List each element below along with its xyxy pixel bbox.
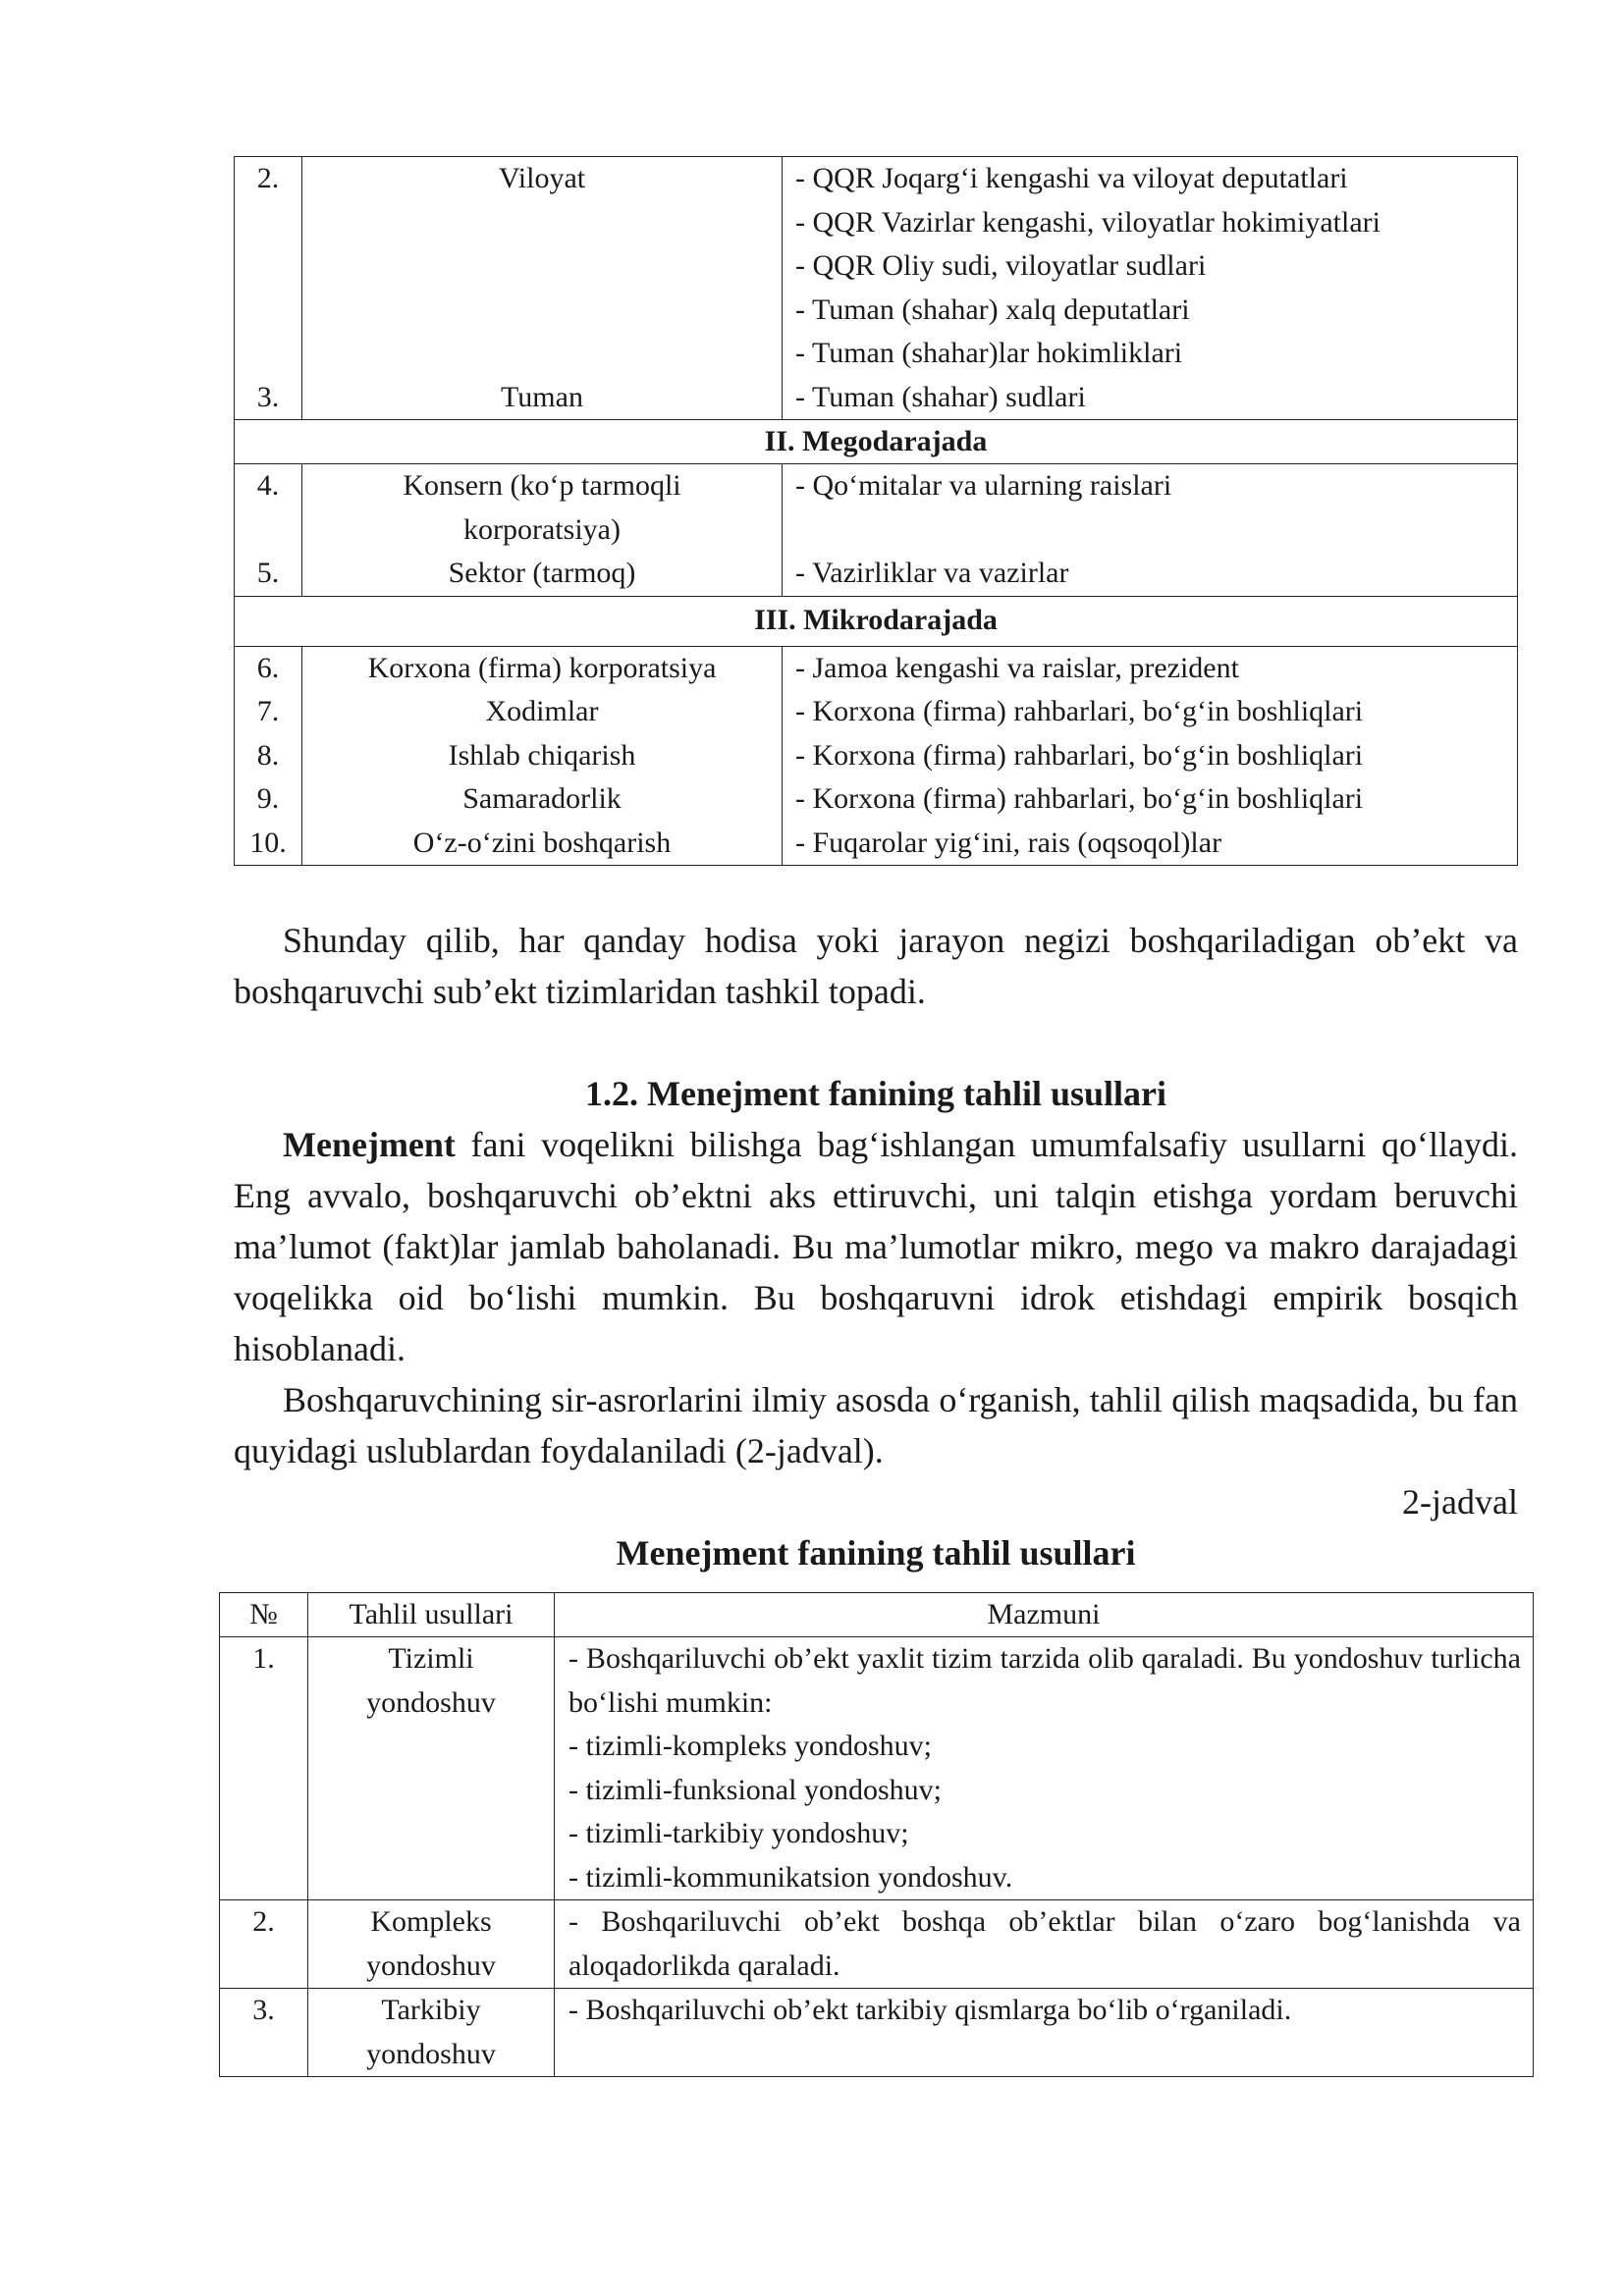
subject-line: - Fuqarolar yig‘ini, rais (oqsoqol)lar <box>795 826 1222 859</box>
paragraph-text: fani voqelikni bilishga bag‘ishlangan umumfalsafiy usullarni qo‘llaydi. Eng avvalo, boshqaruvchi ob’ektni aks ettiruvchi, uni talqin etishga yordam beruvchi ma’lumot (fakt)lar jamlab baholanadi. Bu ma’lumotlar mikro, mego va makro darajadagi voqelikka oid bo‘lishi mumkin. Bu boshqaruvni idrok etishdagi empirik bosqich hisoblanadi. <box>234 1125 1518 1368</box>
content-line: - tizimli-tarkibiy yondoshuv; <box>568 1817 909 1849</box>
method-label: yondoshuv <box>366 2037 496 2070</box>
content-line: - Boshqariluvchi ob’ekt boshqa ob’ektlar bilan o‘zaro bog‘lanishda va aloqadorlikda qaraladi. <box>568 1905 1521 1982</box>
method-cell <box>308 1637 555 1900</box>
object-label: Viloyat <box>498 162 586 194</box>
subject-line: - Korxona (firma) rahbarlari, bo‘g‘in boshliqlari <box>795 695 1364 727</box>
object-label: O‘z-o‘zini boshqarish <box>412 826 672 859</box>
method-cell <box>308 1900 555 1989</box>
row-number-cell <box>235 464 302 597</box>
subject-cell <box>783 646 1518 866</box>
subject-line: - Jamoa kengashi va raislar, prezident <box>795 651 1239 684</box>
subject-line: - Korxona (firma) rahbarlari, bo‘g‘in boshliqlari <box>795 738 1364 772</box>
section-heading: 1.2. Menejment fanining tahlil usullari <box>584 1074 1167 1113</box>
content-line: - Boshqariluvchi ob’ekt yaxlit tizim tarzida olib qaraladi. Bu yondoshuv turlicha bo‘lishi mumkin: <box>568 1642 1521 1719</box>
object-label: korporatsiya) <box>463 512 621 546</box>
method-label: Kompleks <box>370 1905 492 1938</box>
method-label: Tarkibiy <box>381 1994 481 2026</box>
row-number: 4. <box>256 469 280 502</box>
row-number: 2. <box>220 1900 308 1989</box>
object-label: Tuman <box>501 380 583 413</box>
subject-line: - Tuman (shahar) sudlari <box>795 380 1086 413</box>
object-label: Ishlab chiqarish <box>448 738 636 772</box>
content-cell <box>555 1637 1534 1900</box>
object-label: Sektor (tarmoq) <box>448 557 636 589</box>
paragraph-summary: Shunday qilib, har qanday hodisa yoki jarayon negizi boshqariladigan ob’ekt va boshqaruvchi sub’ekt tizimlaridan tashkil topadi. <box>234 921 1518 1011</box>
table-row <box>235 464 1518 597</box>
table-row <box>235 157 1518 420</box>
row-number: 1. <box>220 1637 308 1900</box>
method-label: Tizimli <box>388 1642 474 1675</box>
method-cell <box>308 1989 555 2077</box>
object-cell <box>302 157 783 420</box>
section-title: III. Mikrodarajada <box>235 596 1518 646</box>
paragraph-menejment <box>234 1119 1518 1374</box>
subject-line: - Korxona (firma) rahbarlari, bo‘g‘in boshliqlari <box>795 782 1364 815</box>
row-number: 3. <box>256 380 280 413</box>
content-cell <box>555 1900 1534 1989</box>
table-row <box>220 1989 1534 2077</box>
object-label: Samaradorlik <box>462 782 622 815</box>
content-line: - tizimli-funksional yondoshuv; <box>568 1773 942 1806</box>
row-number: 8. <box>256 738 280 772</box>
method-label: yondoshuv <box>366 1685 496 1719</box>
bold-term: Menejment <box>283 1125 456 1164</box>
subject-line: - Tuman (shahar)lar hokimliklari <box>795 337 1183 369</box>
column-header: Mazmuni <box>555 1593 1534 1637</box>
subject-line: - Qo‘mitalar va ularning raislari <box>795 469 1172 502</box>
method-label: yondoshuv <box>366 1949 496 1982</box>
row-number: 5. <box>256 557 280 589</box>
row-number: 2. <box>256 162 280 194</box>
table-row <box>220 1900 1534 1989</box>
object-label: Korxona (firma) korporatsiya <box>367 651 717 684</box>
subject-line: - Vazirliklar va vazirlar <box>795 557 1069 589</box>
object-cell <box>302 646 783 866</box>
row-number: 6. <box>256 651 280 684</box>
row-number-cell <box>235 157 302 420</box>
object-label: Konsern (ko‘p tarmoqli <box>403 469 681 502</box>
object-label: Xodimlar <box>485 695 599 727</box>
section-row <box>235 420 1518 464</box>
row-number: 7. <box>256 695 280 727</box>
subject-line: - QQR Oliy sudi, viloyatlar sudlari <box>795 249 1207 282</box>
row-number: 10. <box>249 826 287 859</box>
table-row <box>235 646 1518 866</box>
column-header: № <box>220 1593 308 1637</box>
content-line: - tizimli-kommunikatsion yondoshuv. <box>568 1860 1013 1894</box>
content-line: - tizimli-kompleks yondoshuv; <box>568 1730 932 1762</box>
methods-table <box>219 1592 1534 2077</box>
subject-cell <box>783 157 1518 420</box>
subject-cell <box>783 464 1518 597</box>
content-line: - Boshqariluvchi ob’ekt tarkibiy qismlarga bo‘lib o‘rganiladi. <box>568 1994 1292 2026</box>
object-cell <box>302 464 783 597</box>
row-number: 3. <box>220 1989 308 2077</box>
section-row <box>235 596 1518 646</box>
table-label: 2-jadval <box>1402 1482 1518 1522</box>
table-header-row <box>220 1593 1534 1637</box>
subject-line: - Tuman (shahar) xalq deputatlari <box>795 293 1190 326</box>
levels-table <box>234 156 1518 866</box>
table-row <box>220 1637 1534 1900</box>
subject-line: - QQR Vazirlar kengashi, viloyatlar hokimiyatlari <box>795 205 1380 239</box>
row-number-cell <box>235 646 302 866</box>
row-number: 9. <box>256 782 280 815</box>
section-title: II. Megodarajada <box>235 420 1518 464</box>
table-title: Menejment fanining tahlil usullari <box>616 1533 1136 1573</box>
content-cell <box>555 1989 1534 2077</box>
column-header: Tahlil usullari <box>308 1593 555 1637</box>
paragraph-methods-intro: Boshqaruvchining sir-asrorlarini ilmiy asosda o‘rganish, tahlil qilish maqsadida, bu fan quyidagi uslublardan foydalaniladi (2-jadval). <box>234 1380 1518 1470</box>
subject-line: - QQR Joqarg‘i kengashi va viloyat deputatlari <box>795 162 1348 194</box>
